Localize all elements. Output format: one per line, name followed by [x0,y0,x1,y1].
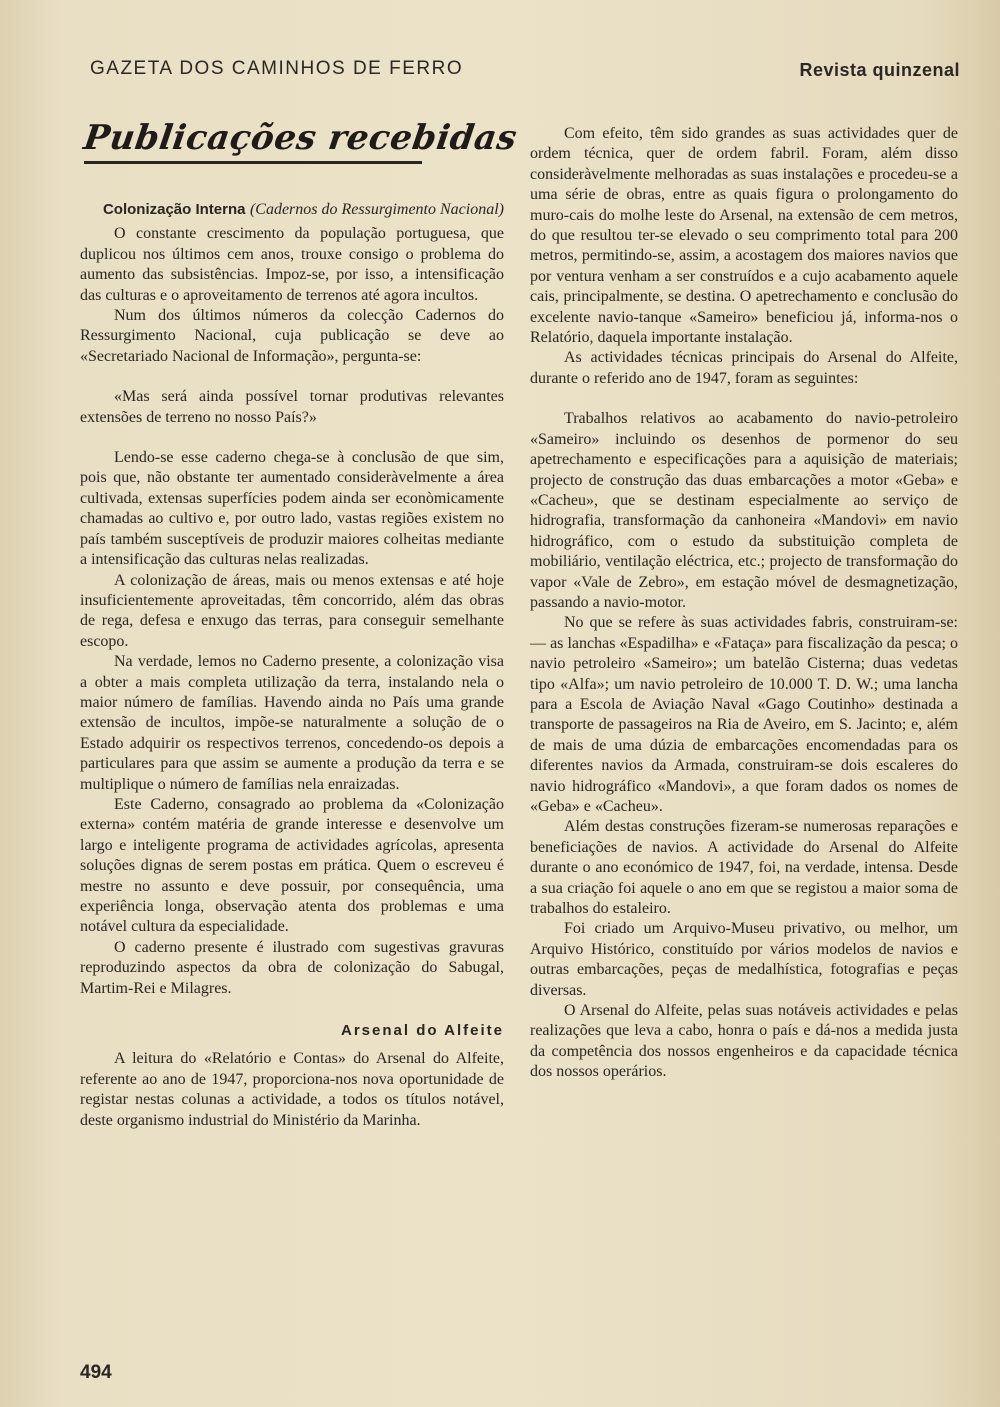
paragraph: Num dos últimos números da colecção Cadernos do Ressurgimento Nacional, cuja publicação se deve ao «Secretariado Nacional de Informação», pergunta-se: [80,307,504,365]
paragraph: A leitura do «Relatório e Contas» do Arsenal do Alfeite, referente ao ano de 1947, proporciona-nos nova oportunidade de registar nestas colunas a actividade, a todos os títulos notável, deste organismo industrial do Ministério da Marinha. [80,1050,504,1129]
paragraph: O Arsenal do Alfeite, pelas suas notáveis actividades e pelas realizações que leva a cabo, honra o país e dá-nos a medida justa da competência dos nossos engenheiros e da capacidade técnica dos nossos operários. [530,1002,958,1081]
quote-paragraph: «Mas será ainda possível tornar produtivas relevantes extensões de terreno no nosso País?» [80,388,504,426]
right-column [530,124,958,1083]
running-header [90,58,960,88]
paragraph: Foi criado um Arquivo-Museu privativo, ou melhor, um Arquivo Histórico, constituído por vários modelos de navios e outras embarcações, peças de medalhística, fotografias e peças diversas. [530,920,958,999]
article-heading-colonizacao [80,200,504,220]
paragraph: Trabalhos relativos ao acabamento do navio-petroleiro «Sameiro» incluindo os desenhos de pormenor do seu apetrechamento e especificações para a aquisição de materiais; projecto de construção das duas embarcações a motor «Geba» e «Cacheu», que se destinam especialmente ao serviço de hidrografia, transformação da canhoneira «Mandovi» em navio hidrográfico, com o estudo da substituição completa de mobiliário, ventilação eléctrica, etc.; projecto de transformação do vapor «Vale de Zebro», em estação móvel de desmagnetização, passando a navio-motor. [530,410,958,611]
article-heading-arsenal: Arsenal do Alfeite [341,1022,504,1040]
heading-italic: (Cadernos do Ressurgimento Nacional) [249,201,504,218]
paragraph: As actividades técnicas principais do Arsenal do Alfeite, durante o referido ano de 1947, foram as seguintes: [530,349,958,387]
paragraph: Além destas construções fizeram-se numerosas reparações e beneficiações de navios. A actividade do Arsenal do Alfeite durante o ano económico de 1947, foi, na verdade, intensa. Desde a sua criação foi aquele o ano em que se registou a maior soma de trabalhos do estaleiro. [530,818,958,918]
title-underline [84,161,422,164]
paragraph: No que se refere às suas actividades fabris, construiram-se: — as lanchas «Espadilha» e «Fataça» para fiscalização da pesca; o navio petroleiro «Sameiro»; um batelão Cisterna; duas vedetas tipo «Alfa»; um navio petroleiro de 10.000 T. D. W.; uma lancha para a Escola de Aviação Naval «Gago Coutinho» destinada a transporte de passageiros na Ria de Aveiro, em S. Jacinto; e, além de mais de uma dúzia de embarcações encomendadas para os diferentes navios da Armada, construiram-se dois escaleres do navio hidrográfico «Mandovi», a que foram dados os nomes de «Geba» e «Cacheu». [530,614,958,815]
paragraph: Na verdade, lemos no Caderno presente, a colonização visa a obter a mais completa utilização da terra, instalando nela o maior número de famílias. Havendo ainda no País uma grande extensão de incultos, impõe-se naturalmente a solução de o Estado adquirir os respectivos terrenos, concedendo-os depois a particulares para que assim se aumente a produção da terra e se multiplique o número de famílias nela enraizadas. [80,653,504,793]
heading-bold: Colonização Interna [102,201,246,218]
page-number: 494 [80,1362,112,1383]
paragraph: Este Caderno, consagrado ao problema da «Colonização externa» contém matéria de grande interesse e desenvolve um largo e inteligente programa de actividades agrícolas, apresenta soluções dignas de serem postas em prática. Quem o escreveu é mestre no assunto e deve possuir, por consequência, uma experiência longa, observação atenta dos problemas e uma notável cultura da especialidade. [80,795,504,936]
paragraph: A colonização de áreas, mais ou menos extensas e até hoje insuficientemente aproveitadas, têm concorrido, além das obras de rega, defesa e enxugo das terras, para conseguir semelhante escopo. [80,571,504,650]
section-title: Publicações recebidas [81,118,520,158]
paragraph: O caderno presente é ilustrado com sugestivas gravuras reproduzindo aspectos da obra de colonização do Sabugal, Martim-Rei e Milagres. [80,938,504,997]
journal-subtitle: Revista quinzenal [799,60,960,80]
journal-title: GAZETA DOS CAMINHOS DE FERRO [90,58,464,79]
left-column [80,200,504,1131]
paragraph: Lendo-se esse caderno chega-se à conclusão de que sim, pois que, não obstante ter aumentado consideràvelmente a área cultivada, extensas superfícies podem ainda ser econòmicamente chamadas ao cultivo e, por outro lado, vastas regiões existem no país também susceptíveis de produzir maiores colheitas mediante a intensificação das culturas nelas realizadas. [80,449,504,569]
paragraph: O constante crescimento da população portuguesa, que duplicou nos últimos cem anos, trouxe consigo o problema do aumento das subsistências. Impoz-se, por isso, a intensificação das culturas e o aproveitamento de terrenos até agora incultos. [80,225,504,304]
paragraph: Com efeito, têm sido grandes as suas actividades quer de ordem técnica, quer de ordem fabril. Foram, além disso consideràvelmente melhoradas as suas instalações e procedeu-se a uma série de obras, entre as quais figura o prolongamento do muro-cais do molhe leste do Arsenal, na extensão de cem metros, do que resultou ter-se elevado o seu comprimento total para 200 metros, permitindo-se, assim, a acostagem dos maiores navios que por ventura venham a ser construídos e a cujo acabamento aquele cais, principalmente, se destina. O apetrechamento e conclusão do excelente navio-tanque «Sameiro» beneficiou já, informa-nos o Relatório, daquela importante instalação. [530,125,958,347]
